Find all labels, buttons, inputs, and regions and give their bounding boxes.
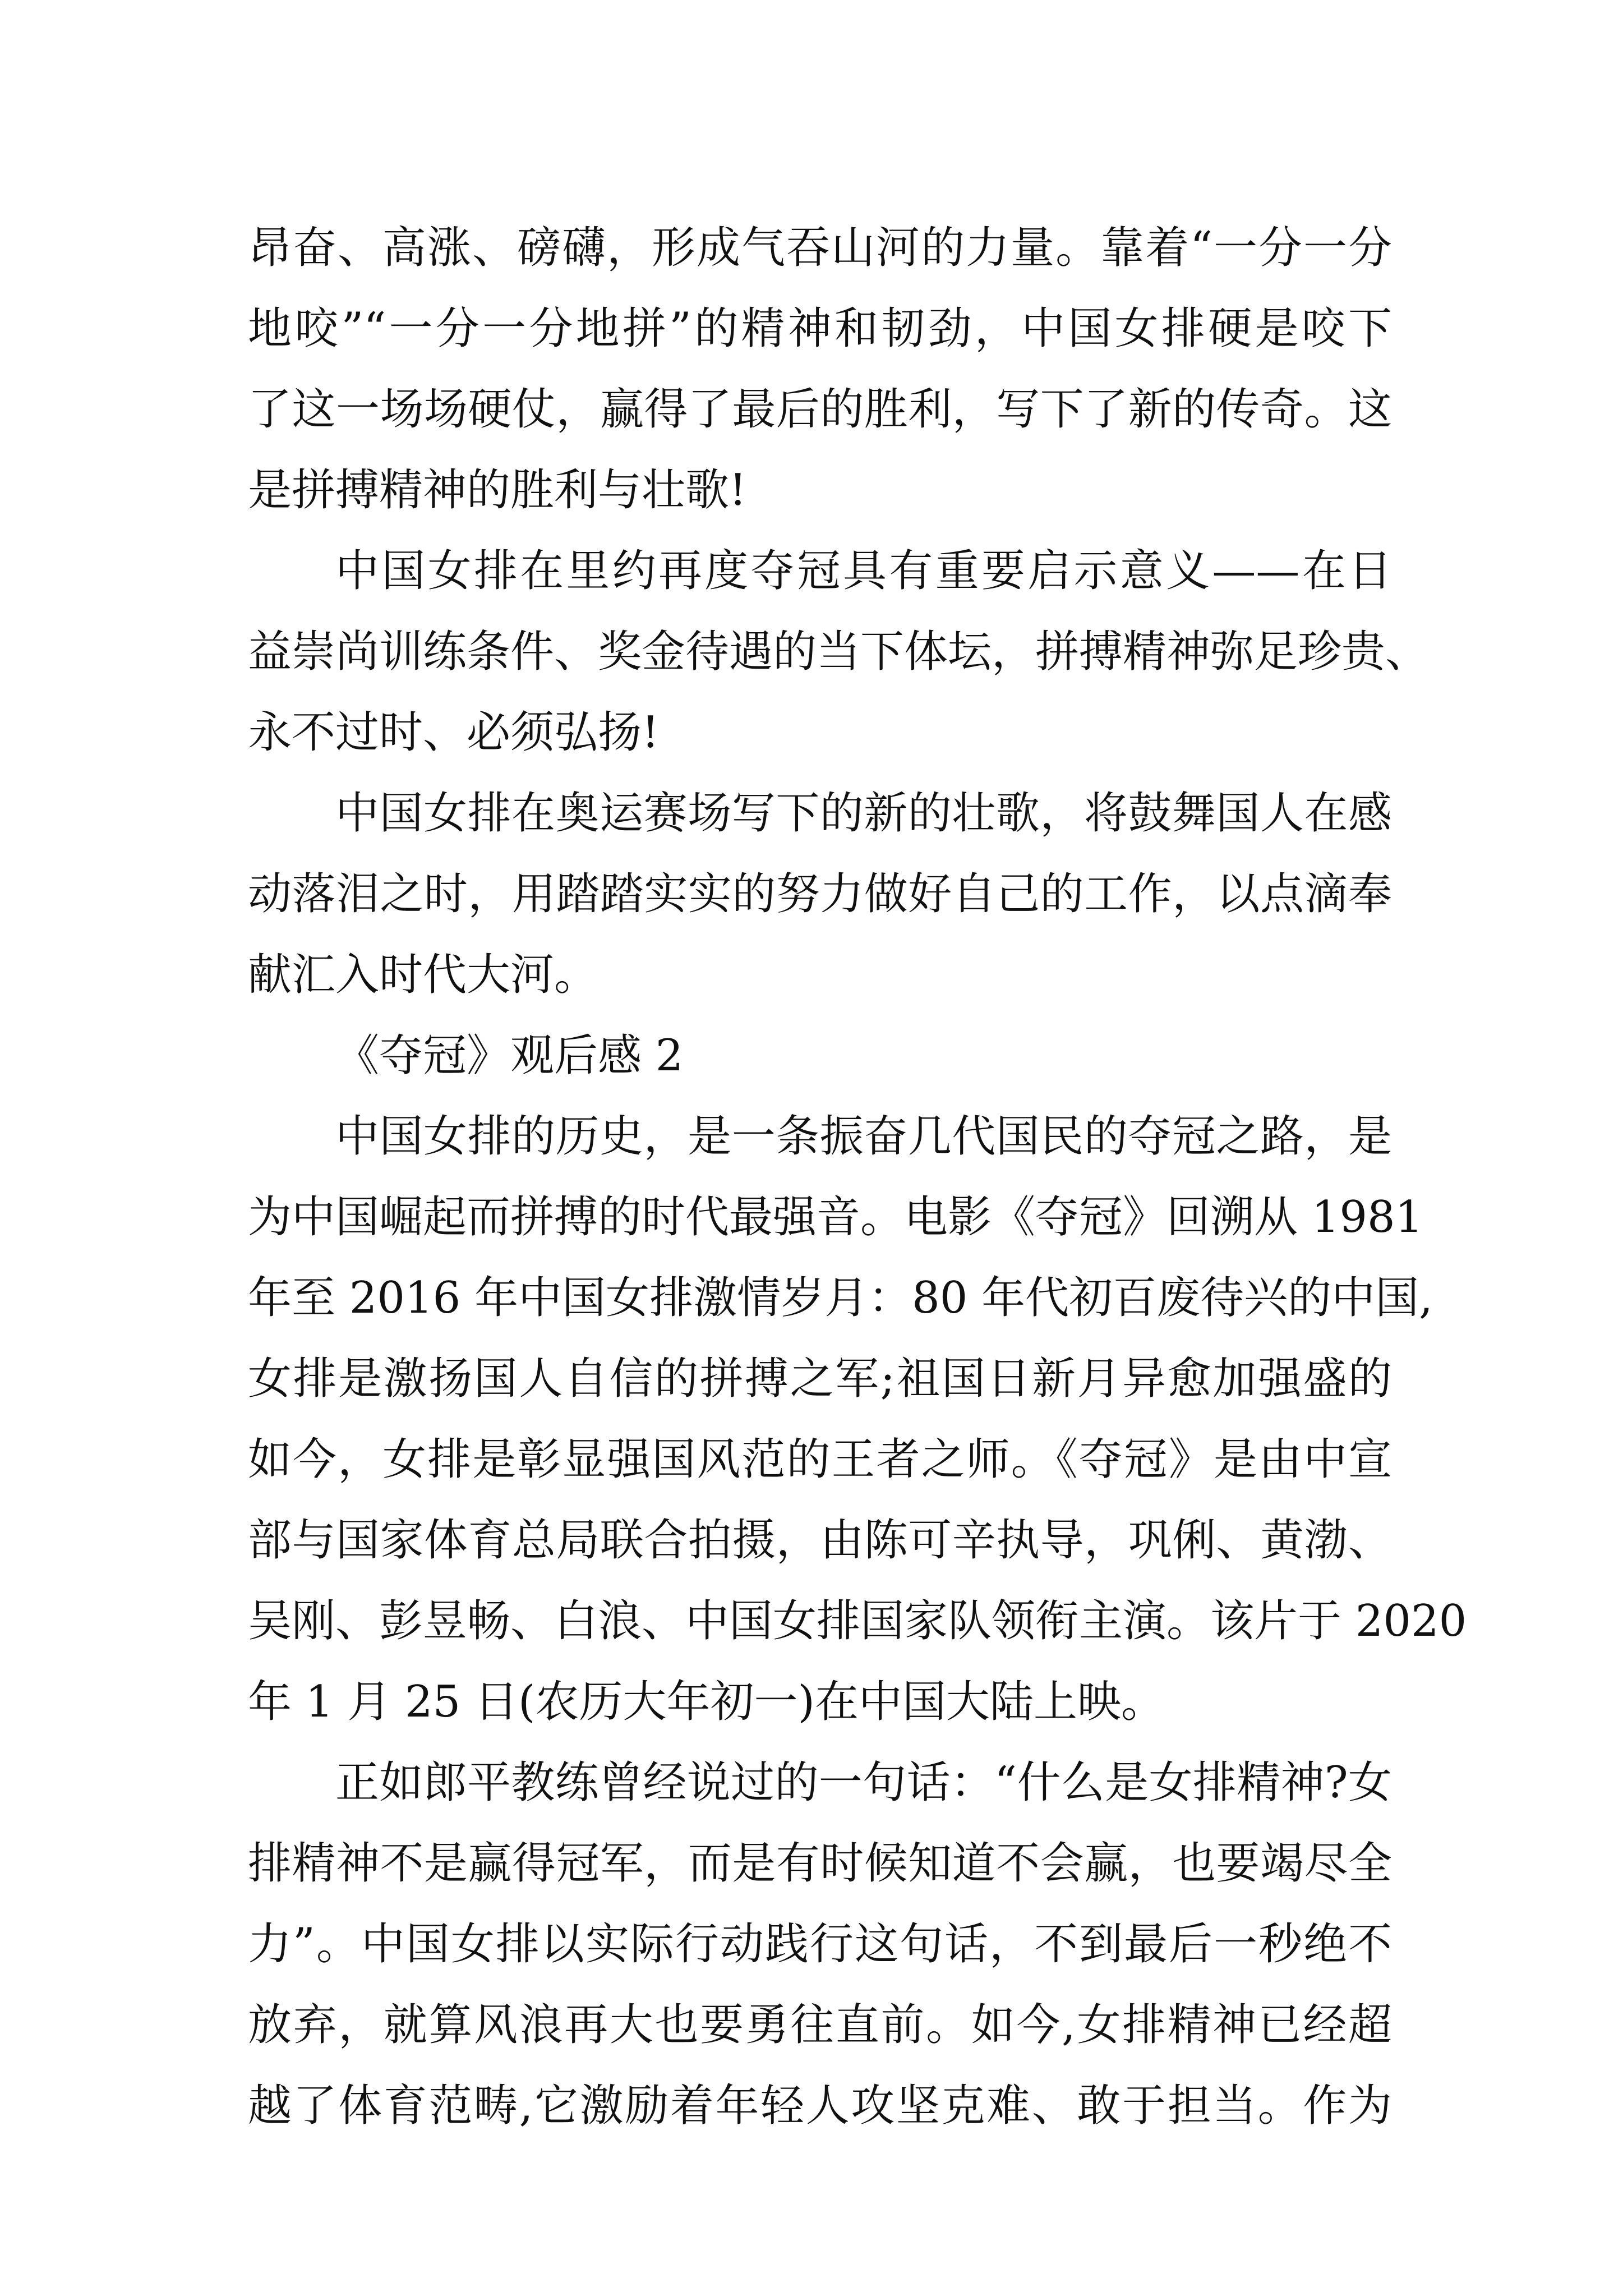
text-line: 地咬”“一分一分地拼”的精神和韧劲，中国女排硬是咬下	[248, 303, 1392, 354]
text-line: 年至 2016 年中国女排激情岁月：80 年代初百废待兴的中国,	[248, 1273, 1433, 1323]
text-line: 吴刚、彭昱畅、白浪、中国女排国家队领衔主演。该片于 2020	[248, 1596, 1467, 1646]
paragraph-first-line: 中国女排在奥运赛场写下的新的壮歌，将鼓舞国人在感	[335, 788, 1392, 839]
text-line: 年 1 月 25 日(农历大年初一)在中国大陆上映。	[248, 1677, 1165, 1727]
text-line: 益崇尚训练条件、奖金待遇的当下体坛，拼搏精神弥足珍贵、	[248, 627, 1430, 677]
text-line: 为中国崛起而拼搏的时代最强音。电影《夺冠》回溯从 1981	[248, 1192, 1423, 1243]
text-line: 力”。中国女排以实际行动践行这句话，不到最后一秒绝不	[248, 1919, 1392, 1970]
text-line: 排精神不是赢得冠军，而是有时候知道不会赢，也要竭尽全	[248, 1838, 1392, 1889]
paragraph-first-line: 中国女排的历史，是一条振奋几代国民的夺冠之路，是	[335, 1111, 1392, 1162]
text-line: 女排是激扬国人自信的拼搏之军;祖国日新月异愈加强盛的	[248, 1354, 1392, 1404]
text-line: 部与国家体育总局联合拍摄，由陈可辛执导，巩俐、黄渤、	[248, 1515, 1392, 1566]
body-text	[248, 208, 1467, 2146]
paragraph-first-line: 中国女排在里约再度夺冠具有重要启示意义——在日	[335, 546, 1392, 596]
text-line: 放弃，就算风浪再大也要勇往直前。如今,女排精神已经超	[248, 2000, 1392, 2050]
paragraph-first-line: 正如郎平教练曾经说过的一句话：“什么是女排精神?女	[335, 1757, 1392, 1808]
text-line: 了这一场场硬仗，赢得了最后的胜利，写下了新的传奇。这	[248, 384, 1392, 435]
text-line: 献汇入时代大河。	[248, 950, 598, 1000]
text-line: 昂奋、高涨、磅礴，形成气吞山河的力量。靠着“一分一分	[248, 223, 1392, 273]
text-line: 永不过时、必须弘扬!	[248, 707, 660, 758]
text-line: 越了体育范畴,它激励着年轻人攻坚克难、敢于担当。作为	[248, 2081, 1392, 2131]
text-line: 如今，女排是彰显强国风范的王者之师。《夺冠》是由中宣	[248, 1434, 1392, 1485]
text-line: 是拼搏精神的胜利与壮歌!	[248, 465, 747, 516]
section-heading: 《夺冠》观后感 2	[335, 1030, 684, 1081]
text-line: 动落泪之时，用踏踏实实的努力做好自己的工作，以点滴奉	[248, 869, 1392, 919]
